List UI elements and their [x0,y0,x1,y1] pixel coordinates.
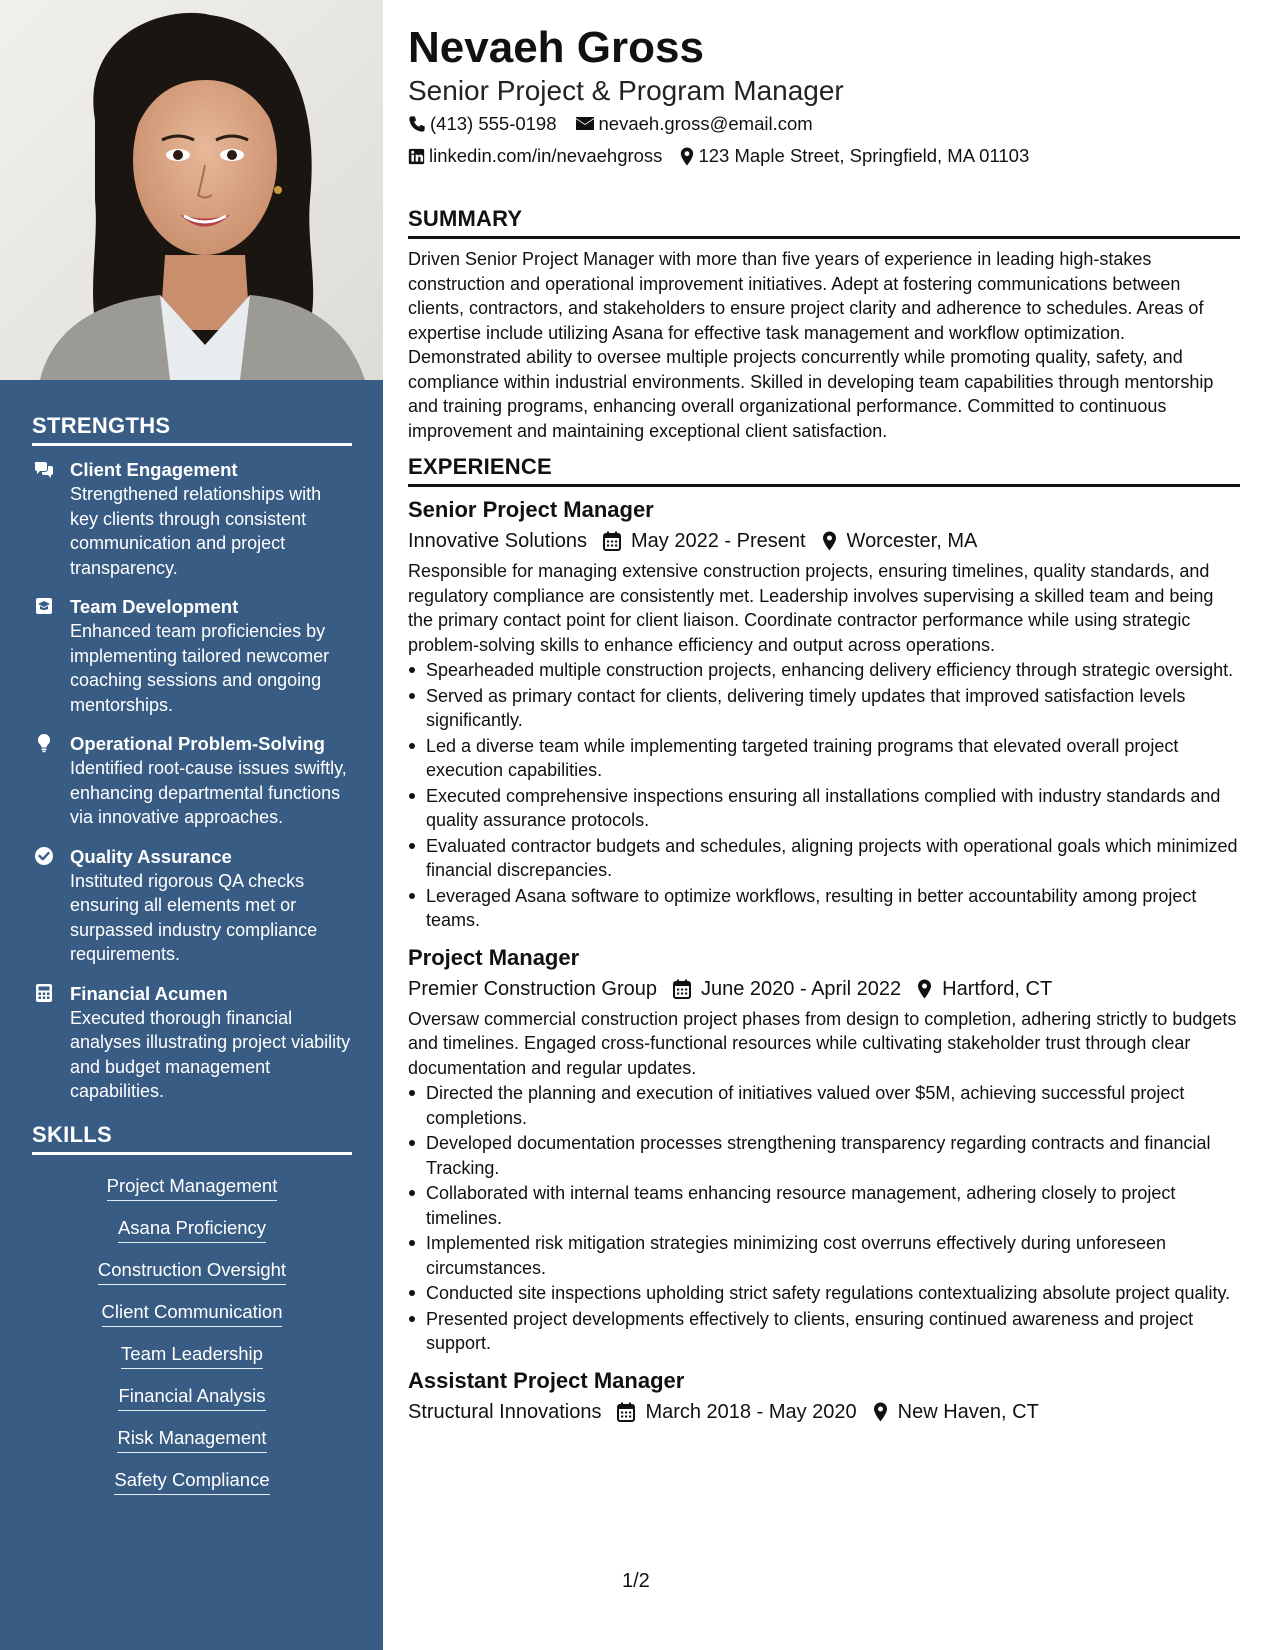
sidebar-content [32,413,352,1509]
calendar-icon [673,979,691,999]
job-company: Innovative Solutions [408,530,588,552]
skills-list [32,1167,352,1495]
portrait-image [0,0,383,380]
strength-item [32,845,352,967]
phone-text: (413) 555-0198 [430,113,557,134]
job-dates: May 2022 - Present [603,525,806,557]
job-entry [408,495,1240,933]
strength-title: Financial Acumen [70,982,228,1004]
job-bullets [408,658,1240,933]
skill-item: Client Communication [32,1299,352,1327]
calendar-icon [617,1402,635,1422]
strength-desc: Enhanced team proficiencies by implementing tailored newcomer coaching sessions and ongoing mentorships. [70,621,330,715]
map-pin-icon [822,531,837,551]
candidate-title: Senior Project & Program Manager [408,75,844,106]
job-title: Project Manager [408,944,580,970]
job-bullet: Presented project developments effectively to clients, ensuring continued awareness and project support. [408,1307,1240,1356]
strength-desc: Identified root-cause issues swiftly, enhancing departmental functions via innovative approaches. [70,758,347,827]
skill-item: Project Management [32,1173,352,1201]
candidate-name: Nevaeh Gross [408,23,704,72]
job-description: Responsible for managing extensive construction projects, ensuring timelines, quality standards, and regulatory compliance are consistently met. Leadership involves supervising a skilled team and being the primary contact point for client liaison. Coordinate contractor performance while using strategic problem-solving skills to enhance efficiency and output across operations. [408,561,1214,655]
contact-row-1 [408,108,1240,140]
phone-icon [408,115,426,133]
strength-title: Operational Problem-Solving [70,733,325,754]
job-title: Assistant Project Manager [408,1367,685,1393]
job-bullet: Collaborated with internal teams enhancing resource management, adhering closely to project timelines. [408,1181,1240,1230]
job-meta [408,973,1240,1005]
job-bullet: Served as primary contact for clients, delivering timely updates that improved satisfaction levels significantly. [408,684,1240,733]
job-bullet: Evaluated contractor budgets and schedules, aligning projects with operational goals which minimized financial discrepancies. [408,834,1240,883]
skill-item: Construction Oversight [32,1257,352,1285]
lightbulb-icon [34,733,54,753]
job-bullet: Leveraged Asana software to optimize workflows, resulting in better accountability among project teams. [408,884,1240,933]
experience-heading: EXPERIENCE [408,454,1240,487]
skill-item: Risk Management [32,1425,352,1453]
job-location: Worcester, MA [822,525,978,557]
address-text: 123 Maple Street, Springfield, MA 01103 [698,145,1030,166]
calculator-icon [34,983,54,1003]
map-pin-icon [680,147,694,166]
strength-item [32,458,352,580]
skills-heading: SKILLS [32,1122,352,1155]
calendar-icon [603,531,621,551]
job-dates: June 2020 - April 2022 [673,973,901,1005]
skill-item: Safety Compliance [32,1467,352,1495]
strength-desc: Instituted rigorous QA checks ensuring all elements met or surpassed industry compliance requirements. [70,870,318,964]
linkedin-contact[interactable] [408,140,662,172]
linkedin-icon [408,148,425,165]
job-title: Senior Project Manager [408,497,654,522]
main-content [408,22,1240,1438]
job-entry [408,943,1240,1356]
job-bullet: Developed documentation processes strengthening transparency regarding contracts and financial Tracking. [408,1131,1240,1180]
job-company: Premier Construction Group [408,977,657,1000]
email-contact[interactable] [575,108,813,140]
job-bullet: Implemented risk mitigation strategies minimizing cost overruns effectively during unforeseen circumstances. [408,1231,1240,1280]
strength-title: Quality Assurance [70,845,232,867]
summary-heading: SUMMARY [408,206,1240,239]
job-bullet: Led a diverse team while implementing targeted training programs that elevated overall project execution capabilities. [408,734,1240,783]
strength-item [32,595,352,717]
strength-desc: Strengthened relationships with key clients through consistent communication and project transparency. [70,484,322,578]
job-dates: March 2018 - May 2020 [617,1396,856,1428]
address-contact [680,140,1029,172]
linkedin-text[interactable]: linkedin.com/in/nevaehgross [429,145,663,166]
page-number: 1/2 [622,1570,650,1592]
graduation-cap-icon [34,596,54,616]
strength-title: Team Development [70,596,239,617]
contact-row-2 [408,140,1240,172]
map-pin-icon [917,979,932,999]
map-pin-icon [873,1402,888,1422]
strength-item [32,732,352,830]
envelope-icon [575,116,595,132]
skill-item: Asana Proficiency [32,1215,352,1243]
job-location: Hartford, CT [917,973,1052,1005]
job-meta [408,1396,1240,1428]
job-bullet: Spearheaded multiple construction projects, enhancing delivery efficiency through strategic oversight. [408,658,1240,683]
profile-photo [0,0,383,380]
job-bullet: Directed the planning and execution of initiatives valued over $5M, achieving successful project completions. [408,1081,1240,1130]
summary-text: Driven Senior Project Manager with more than five years of experience in leading high-stakes construction and operational improvement initiatives. Adept at fostering communications between clients, contractors, and stakeholders to ensure project clarity and adherence to schedules. Areas of expertise include utilizing Asana for effective task management and workflow optimization. Demonstrated ability to oversee multiple projects concurrently while promoting quality, safety, and compliance within industrial environments. Skilled in developing team capabilities through mentorship and training programs, enhancing overall organizational performance. Committed to continuous improvement and maintaining exceptional client satisfaction. [408,249,1214,441]
strengths-heading: STRENGTHS [32,413,352,446]
email-text[interactable]: nevaeh.gross@email.com [598,113,813,134]
job-description: Oversaw commercial construction project phases from design to completion, adhering strictly to budgets and timelines. Engaged cross-functional resources while cultivating stakeholder trust through clear documentation and regular updates. [408,1008,1237,1078]
job-bullets [408,1081,1240,1356]
job-company: Structural Innovations [408,1400,602,1423]
skill-item: Financial Analysis [32,1383,352,1411]
job-bullet: Conducted site inspections upholding strict safety regulations contextualizing absolute project quality. [408,1281,1240,1306]
job-location: New Haven, CT [873,1396,1039,1428]
skill-item: Team Leadership [32,1341,352,1369]
job-bullet: Executed comprehensive inspections ensuring all installations complied with industry standards and quality assurance protocols. [408,784,1240,833]
comments-icon [34,459,54,479]
check-circle-icon [34,846,54,866]
phone-contact [408,108,557,140]
strength-item [32,982,352,1104]
strength-title: Client Engagement [70,459,238,480]
job-meta [408,525,1240,557]
strength-desc: Executed thorough financial analyses illustrating project viability and budget management capabilities. [70,1007,351,1101]
job-entry [408,1366,1240,1428]
sidebar [0,0,383,1650]
